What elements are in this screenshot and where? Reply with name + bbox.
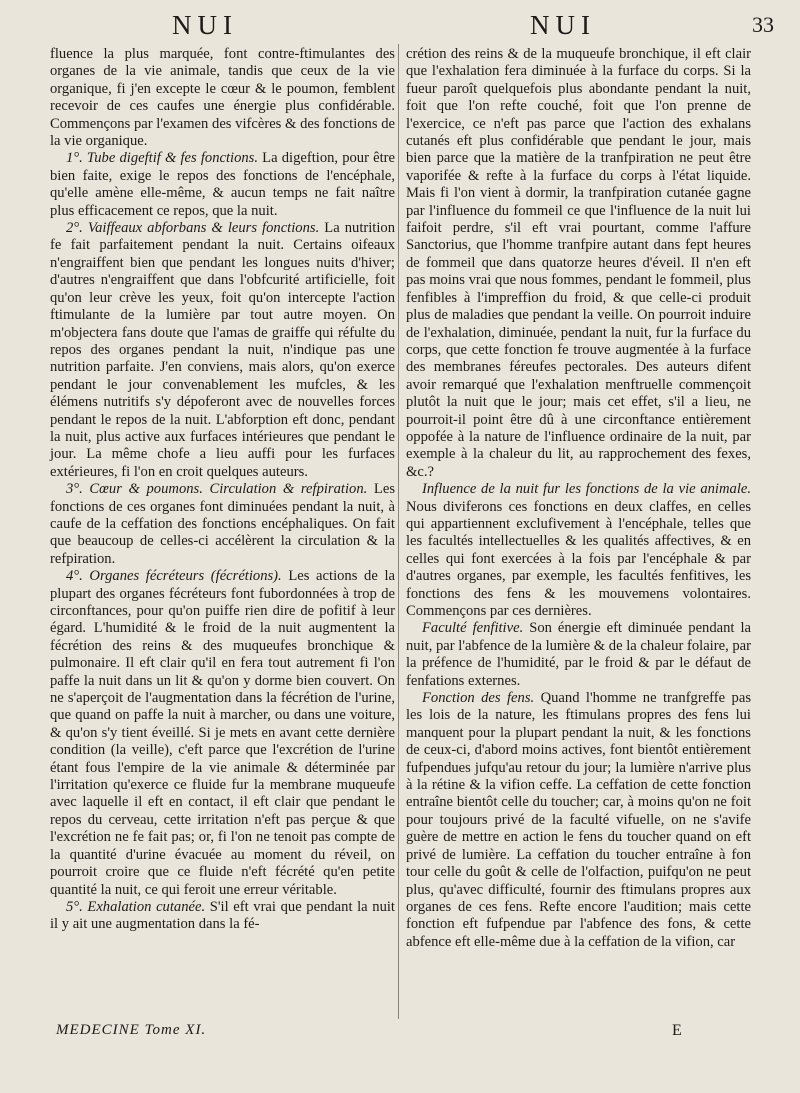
- paragraph: [406, 620, 751, 690]
- paragraph-text: Son énergie eft diminuée pendant la nuit, par l'abfence de la lumière & de la chaleur folaire, par la préfence de l'humidité, par le froid & par le défaut de fenfations externes.: [406, 620, 752, 689]
- left-column: [50, 46, 395, 934]
- section-heading: 3°. Cœur & poumons. Circulation & refpiration.: [66, 481, 368, 498]
- paragraph: [406, 690, 751, 951]
- right-column: [406, 46, 751, 951]
- paragraph-text: crétion des reins & de la muqueufe bronchique, il eft clair que l'exhalation fera diminuée à la furface du corps. Si la fueur paroît quelquefois plus abondante pendant la nuit, foit que l'on refte couché, foit que l'on prenne de l'exercice, ce n'eft pas parce que l'action des exhalans cutanés eft plus confidérable que pendant le jour, mais bien parce que la matière de la tranfpiration ne peut être vaporifée & refte à la furface du corps à l'état liquide. Mais fi l'on vient à dormir, la tranfpiration cutanée gagne par l'influence du fommeil ce que l'influence de la nuit lui faifoit perdre, s'il eft vrai pourtant, comme l'affure Sanctorius, que l'homme tranfpire autant dans fept heures de fommeil que dans quatorze heures d'éveil. Il n'en eft pas moins vrai que nous fommes, pendant le fommeil, plus fenfibles à l'impreffion du froid, & que celle-ci produit plus de maladies que pendant la veille. On pourroit induire de l'exhalation, diminuée, pendant la nuit, fur la furface du corps, que cette fonction fe trouve augmentée à la furface des membranes féreufes pectorales. Des auteurs difent avoir remarqué que l'exhalation menftruelle commençoit plutôt la nuit que le jour; mais cet effet, s'il a lieu, ne pourroit-il point être dû à une circonftance entièrement oppofée à la nature de l'influence ordinaire de la nuit, par exemple à la chaleur du lit, au rapprochement des fexes, &c.?: [406, 46, 751, 480]
- paragraph: [50, 150, 395, 220]
- running-head-right: NUI: [530, 10, 596, 40]
- paragraph: [406, 46, 751, 481]
- paragraph: [50, 46, 395, 150]
- paragraph-text: La nutrition fe fait parfaitement pendant la nuit. Certains oifeaux n'engraiffent bien que pendant les longues nuits d'hiver; d'autres n'engraiffent que dans l'obfcurité artificielle, foit qu'on leur crève les yeux, foit qu'on intercepte l'action ftimulante de la lumière par tout autre moyen. On m'objectera fans doute que l'amas de graiffe qui réfulte du repos des organes pendant la nuit, n'indique pas une nutrition parfaite. J'en conviens, mais alors, qu'on exerce pendant le jour convenablement les mufcles, & les élémens nutritifs s'y dépoferont avec de nouvelles forces pendant le repos de la nuit. L'abforption eft donc, pendant la nuit, plus active aux furfaces intérieures que pendant le jour. La même chofe a lieu auffi pour les furfaces extérieures, fi l'on en croit quelques auteurs.: [50, 220, 395, 480]
- paragraph: [406, 481, 751, 620]
- paragraph-text: Nous diviferons ces fonctions en deux claffes, en celles qui appartiennent exclufivement à l'encéphale, telles que les facultés intellectuelles & les qualités affectives, & en celles qui font exercées à la fois par l'encéphale & par d'autres organes, par exemple, les facultés fenfitives, les fonctions des fens & les mouvemens volontaires. Commençons par ces dernières.: [406, 498, 751, 619]
- paragraph-text: S'il eft vrai que pendant la nuit il y ait une augmentation dans la fé-: [50, 898, 395, 933]
- section-heading: Faculté fenfitive.: [422, 620, 524, 637]
- section-heading: 4°. Organes fécréteurs (fécrétions).: [66, 568, 282, 585]
- signature-mark: E: [672, 1022, 682, 1039]
- paragraph-text: Les actions de la plupart des organes fécréteurs font fubordonnées à trop de circonftances, pour qu'on puiffe rien dire de pofitif à leur égard. L'humidité & le froid de la nuit augmentent la fécrétion des reins & des muqueufes bronchique & pulmonaire. Il eft clair qu'il en fera tout autrement fi l'on paffe la nuit dans un lit & qu'on y dorme bien couvert. On ne s'aperçoit de l'augmentation dans la fécrétion de l'urine, que quand on paffe la nuit à marcher, ou dans une voiture, & qu'on s'y tient éveillé. Si je mets en avant cette dernière condition (la veille), c'eft parce que l'excrétion de l'urine étant fous l'empire de la vie animale & déterminée par l'irritation qu'exerce ce fluide fur la membrane muqueufe avec laquelle il eft en contact, il eft clair que pendant le repos du cerveau, cette irritation n'eft pas perçue & que l'excrétion ne fe fait pas; or, fi l'on ne tenoit pas compte de la quantité d'urine évacuée au moment du réveil, on pourroit croire que ce fluide n'eft fécrété qu'en petite quantité la nuit, ce qui feroit une erreur véritable.: [50, 568, 395, 898]
- running-head-left: NUI: [172, 10, 238, 40]
- section-heading: 1°. Tube digeftif & fes fonctions.: [66, 150, 259, 167]
- section-heading: 5°. Exhalation cutanée.: [66, 898, 206, 915]
- paragraph: [50, 899, 395, 934]
- footer-volume-title: MEDECINE Tome XI.: [56, 1022, 207, 1038]
- paragraph-text: La digeftion, pour être bien faite, exige le repos des fonctions de l'encéphale, qu'elle amène elle-même, & aucun temps ne fait naître plus efficacement ce repos, que la nuit.: [50, 150, 395, 219]
- column-divider: [398, 44, 399, 1019]
- paragraph: [50, 220, 395, 481]
- paragraph-text: Les fonctions de ces organes font diminuées pendant la nuit, à caufe de la ceffation des fonctions encéphaliques. On fait que beaucoup de celles-ci accélèrent la circulation & la refpiration.: [50, 481, 395, 567]
- section-heading: 2°. Vaiffeaux abforbans & leurs fonctions.: [66, 220, 320, 237]
- paragraph: [50, 481, 395, 568]
- paragraph: [50, 568, 395, 899]
- section-heading: Influence de la nuit fur les fonctions de la vie animale.: [422, 481, 751, 498]
- paragraph-text: fluence la plus marquée, font contre-ftimulantes des organes de la vie animale, tandis que ceux de la vie organique, fi j'en excepte le cœur & le poumon, femblent recevoir de ces caufes une énergie plus confidérable. Commençons par l'examen des vifcères & des fonctions de la vie organique.: [50, 46, 395, 150]
- section-heading: Fonction des fens.: [422, 690, 535, 707]
- paragraph-text: Quand l'homme ne tranfgreffe pas les lois de la nature, les ftimulans propres des fens lui manquent pour la plupart pendant la nuit, & les fonctions de ceux-ci, d'abord moins actives, font bientôt entièrement fufpendues jufqu'au retour du jour; la lumière n'arrive plus à la rétine & la vifion ceffe. La ceffation de cette fonction entraîne bientôt celle du toucher; car, à moins qu'on ne foit pour toujours privé de la faculté vifuelle, on ne s'avife guère de mettre en action le fens du toucher quand on eft privé de lumière. La ceffation du toucher entraîne à fon tour celle du goût & celle de l'olfaction, puifqu'on ne peut plus, qu'avec difficulté, fournir des ftimulans propres aux organes de ces fens. Refte encore l'audition; mais cette fonction eft fufpendue par l'abfence des fons, & cette abfence eft elle-même due à la ceffation de la vifion, car: [406, 690, 751, 950]
- page-number: 33: [752, 12, 774, 37]
